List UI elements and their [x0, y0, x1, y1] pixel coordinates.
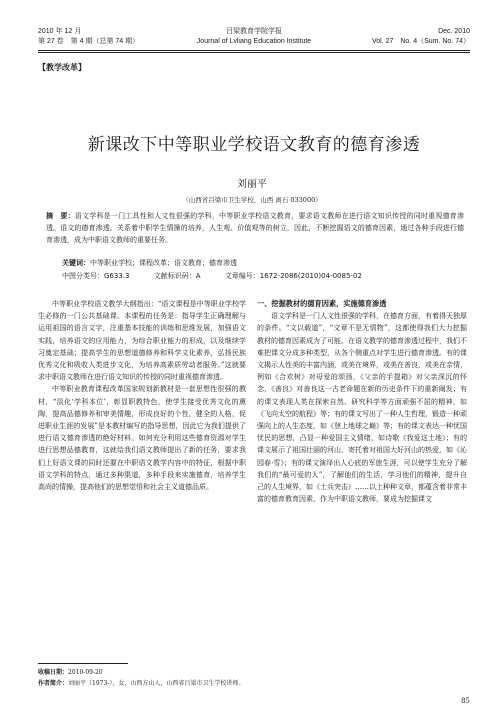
header-date: 2010 年 12 月: [38, 28, 82, 35]
keywords-text: 中等职业学校；课程改革；语文教育；德育渗透: [90, 259, 237, 267]
header-volume-cn: 第 27 卷 第 4 期（总第 74 期）: [38, 38, 140, 45]
header-right: [372, 27, 470, 47]
footnote-rule: [38, 663, 128, 664]
footnote-author: [38, 678, 244, 687]
abstract: [46, 210, 464, 246]
article-title: 新课改下中等职业学校语文教育的德育渗透: [87, 135, 421, 155]
body-paragraph: 中等职业教育课程改革国家规划新教材是一套思想性很强的教材，“淡化‘学科本位’，彰显职教特色，使学生接受优秀文化的熏陶，提高品德修养和审美情趣，形成良好的个性，健全的人格，促进职业生涯的发展”是本教材编写的指导思想，因此它为我们提供了进行语文德育渗透的绝好材料。如何充分利用这些德育资源对学生进行思想品德教育，这就给我们语文教师提出了新的任务，要求我们上好语文课的同时还要在中职语文教学内容中的特征，根据中职语文学科的特点，通过多种渠道，多种手段来实施德育，培养学生高尚的情操，提高他们的思想觉悟和社会主义道德品质。: [38, 385, 246, 492]
keywords: [62, 258, 237, 268]
clc-number: 中图分类号：G633.3: [62, 272, 130, 280]
header-rule-thick: [38, 50, 470, 51]
received-date: 2010-09-20: [68, 669, 103, 676]
header-date-en: Dec. 2010: [438, 28, 470, 35]
section-tag: 【教学改革】: [38, 63, 86, 72]
author-affiliation: （山西省吕梁市卫生学校，山西 离石 033000）: [182, 196, 322, 204]
author-bio: 刘丽平（1973-），女，山西方山人，山西省吕梁市卫生学校讲师。: [68, 680, 245, 687]
author-name: 刘丽平: [237, 179, 267, 190]
author-bio-label: 作者简介：: [38, 680, 69, 687]
page-number: 85: [461, 697, 470, 705]
body-right-column: [257, 298, 467, 505]
running-header: [38, 27, 470, 51]
header-volume-en: Vol. 27 No. 4（Sum. No. 74）: [371, 38, 470, 45]
document-code: 文献标识码：A: [153, 272, 201, 280]
footnote-received: [38, 667, 103, 676]
journal-name-en: Journal of Lvliang Education Institute: [196, 38, 312, 45]
keywords-label: 关键词：: [62, 259, 90, 267]
section-heading: 一、挖掘教材的德育因素，实施德育渗透: [257, 299, 387, 308]
abstract-text: 语文学科是一门工具性和人文性很强的学科，中等职业学校语文教育，要求语文教师在进行语文知识传授的同时重视德育渗透。语文的德育渗透，关系着中职学生情操的培养，人生观、价值观等的树立，因此，不断挖掘语文的德育因素，通过各种手段进行德育渗透，成为中职语文教师的重要任务。: [46, 212, 464, 244]
article-number: 文章编号：1672-2086(2010)04-0085-02: [224, 272, 362, 280]
body-paragraph: 中等职业学校语文教学大纲指出：“语文课程是中等职业学校学生必修的一门公共基础课。本课程的任务是：指导学生正确理解与运用祖国的语言文字，注重基本技能的训练和思维发展，加强语文实践，培养语文的应用能力，为综合职业能力的形成，以及继续学习奠定基础；提高学生的思想道德修养和科学文化素养，弘扬民族优秀文化和吸收人类进步文化，为培养高素质劳动者服务。”这就要求中职语文教师在进行语文知识的传授的同时重视德育渗透。: [38, 300, 246, 382]
abstract-label: 摘 要：: [46, 212, 75, 220]
classification-line: [62, 271, 384, 281]
body-left-column: [38, 298, 246, 493]
body-paragraph: 语文学科是一门人文性很强的学科，在德育方面，有着得天独厚的条件。“文以载道”，“文章不是无情物”，这都使得我们大力挖掘教材的德育因素成为了可能。在语文教学的德育渗透过程中，我们不难把课文分成多种类型，从各个侧重点对学生进行德育渗透。有的课文揭示人性美的丰富内涵，或美在境界，或美在善良，或美在亲情，例如《合欢树》对母爱的颂扬，《父亲的手提箱》对父亲深沉的怀念，《善良》对善良这一古老命题在新的历史条件下的重新阐发；有的课文表现人类在探索自然、研究科学等方面顽强不屈的精神，如《飞向太空的航程》等；有的课文写出了一种人生哲理，锻造一种顽强向上的人生态度，如《登上地球之巅》等；有的课文表达一种忧国忧民的思想，凸显一种爱国主义情绪，如诗歌《我爱这土地》；有的课文展示了祖国壮丽的河山，寄托着对祖国大好河山的热爱，如《沁园春·雪》；有的课文演绎出人心底的军旅生涯，可以使学生充分了解我们的“最可爱的人”，了解他们的生活，学习他们的精神，提升自己的人生境界，如《士兵突击》……以上种种文章，都蕴含着非常丰富的德育教育因素，作为中职语文教师，要成为挖掘课文: [257, 312, 467, 504]
journal-name-cn: 吕梁教育学院学报: [226, 28, 282, 35]
header-rule-thin: [38, 52, 470, 53]
received-label: 收稿日期：: [38, 669, 69, 676]
